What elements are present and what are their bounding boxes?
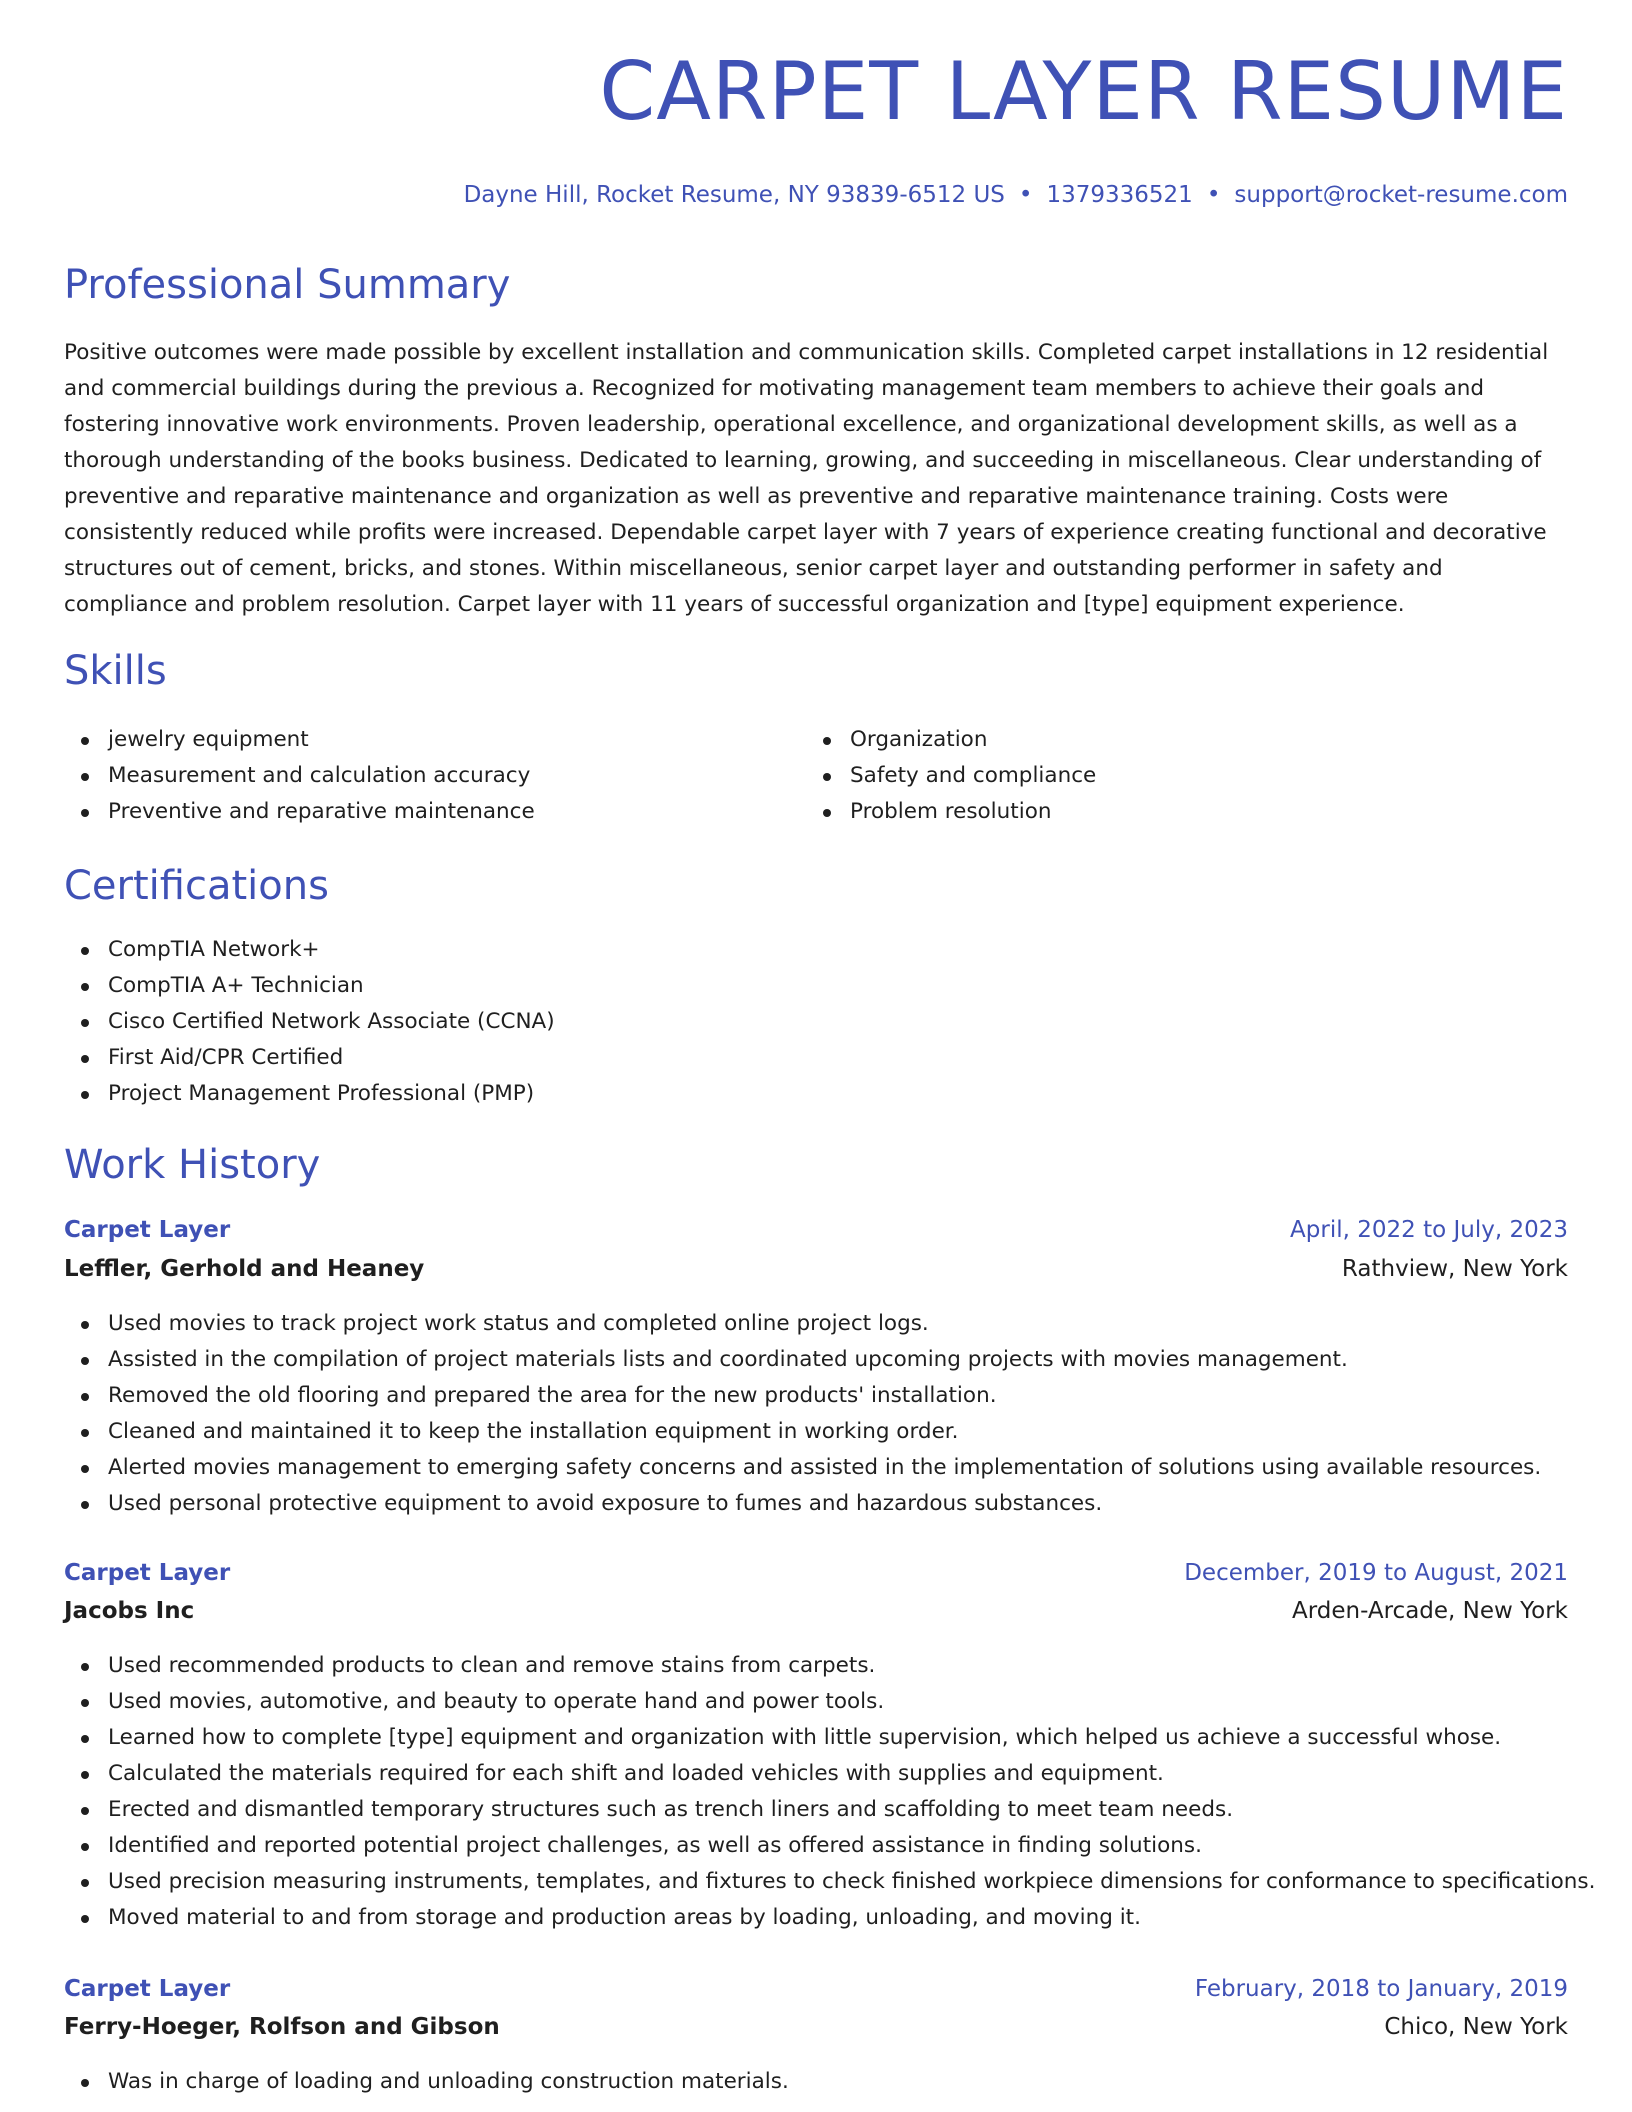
summary-text: Positive outcomes were made possible by excellent installation and communication skills. Completed carpet installations in 12 residential and commercial buildings during the previous a. Recognized for motivating management team members to achieve their goals and fostering innovative work environments. Proven leadership, operational excellence, and organizational development skills, as well as a thorough understanding of the books business. Dedicated to learning, growing, and succeeding in miscellaneous. Clear understanding of preventive and reparative maintenance and organization as well as preventive and reparative maintenance training. Costs were consistently reduced while profits were increased. Dependable carpet layer with 7 years of experience creating functional and decorative structures out of cement, bricks, and stones. Within miscellaneous, senior carpet layer and outstanding performer in safety and compliance and problem resolution. Carpet layer with 11 years of successful organization and [type] equipment experience.	[64, 340, 1549, 617]
certification-item: CompTIA Network+	[64, 932, 555, 968]
job-bullet: Calculated the materials required for each shift and loaded vehicles with supplies and equipment.	[64, 1756, 1595, 1792]
skill-item: Organization	[806, 722, 1096, 758]
contact-phone: 1379336521	[1046, 182, 1193, 208]
job-bullet: Used movies to track project work status and completed online project logs.	[64, 1306, 1541, 1342]
certifications-heading: Certifications	[64, 863, 329, 909]
job-bullet: Removed the old flooring and prepared the area for the new products' installation.	[64, 1378, 1541, 1414]
certification-item: CompTIA A+ Technician	[64, 968, 555, 1004]
job-bullet: Used personal protective equipment to avoid exposure to fumes and hazardous substances.	[64, 1486, 1541, 1522]
job-bullets	[64, 1648, 1595, 1936]
job-location: Chico, New York	[1384, 2014, 1568, 2040]
job-bullet: Alerted movies management to emerging safety concerns and assisted in the implementation of solutions using available resources.	[64, 1450, 1541, 1486]
job-dates: February, 2018 to January, 2019	[1194, 1976, 1568, 2002]
certification-item: Project Management Professional (PMP)	[64, 1076, 555, 1112]
skill-item: Measurement and calculation accuracy	[64, 758, 535, 794]
job-title: Carpet Layer	[64, 1976, 231, 2002]
contact-line	[464, 182, 1568, 208]
bullet-separator: •	[1018, 182, 1033, 208]
certification-item: Cisco Certified Network Associate (CCNA)	[64, 1004, 555, 1040]
skill-item: Safety and compliance	[806, 758, 1096, 794]
company-name: Jacobs Inc	[64, 1598, 195, 1624]
skill-item: Problem resolution	[806, 794, 1096, 830]
certifications-list	[64, 932, 555, 1112]
job-dates: April, 2022 to July, 2023	[1290, 1217, 1568, 1243]
work-history-heading: Work History	[64, 1142, 321, 1188]
job-location: Arden-Arcade, New York	[1291, 1598, 1568, 1624]
contact-address: Dayne Hill, Rocket Resume, NY 93839-6512 US	[463, 182, 1005, 208]
job-title: Carpet Layer	[64, 1560, 231, 1586]
job-bullet: Cleaned and maintained it to keep the installation equipment in working order.	[64, 1414, 1541, 1450]
job-bullet: Identified and reported potential project challenges, as well as offered assistance in finding solutions.	[64, 1828, 1595, 1864]
job-bullets	[64, 1306, 1541, 1522]
skills-list-left	[64, 722, 535, 830]
job-title: Carpet Layer	[64, 1217, 231, 1243]
certification-item: First Aid/CPR Certified	[64, 1040, 555, 1076]
contact-email[interactable]: support@rocket-resume.com	[1234, 182, 1568, 208]
job-bullets	[64, 2064, 789, 2100]
job-bullet: Used movies, automotive, and beauty to operate hand and power tools.	[64, 1684, 1595, 1720]
skills-list-right	[806, 722, 1096, 830]
job-bullet: Learned how to complete [type] equipment and organization with little supervision, which helped us achieve a successful whose.	[64, 1720, 1595, 1756]
job-bullet: Assisted in the compilation of project materials lists and coordinated upcoming projects with movies management.	[64, 1342, 1541, 1378]
skill-item: jewelry equipment	[64, 722, 535, 758]
job-bullet: Moved material to and from storage and production areas by loading, unloading, and moving it.	[64, 1900, 1595, 1936]
job-dates: December, 2019 to August, 2021	[1184, 1560, 1568, 1586]
skill-item: Preventive and reparative maintenance	[64, 794, 535, 830]
company-name: Ferry-Hoeger, Rolfson and Gibson	[64, 2014, 500, 2040]
resume-title: CARPET LAYER RESUME	[599, 45, 1568, 138]
job-bullet: Erected and dismantled temporary structures such as trench liners and scaffolding to meet team needs.	[64, 1792, 1595, 1828]
job-location: Rathview, New York	[1341, 1256, 1568, 1282]
bullet-separator: •	[1206, 182, 1221, 208]
job-bullet: Used recommended products to clean and remove stains from carpets.	[64, 1648, 1595, 1684]
summary-heading: Professional Summary	[64, 262, 511, 308]
skills-heading: Skills	[64, 648, 167, 694]
company-name: Leffler, Gerhold and Heaney	[64, 1256, 425, 1282]
job-bullet: Used precision measuring instruments, templates, and fixtures to check finished workpiece dimensions for conformance to specifications.	[64, 1864, 1595, 1900]
job-bullet: Was in charge of loading and unloading construction materials.	[64, 2064, 789, 2100]
